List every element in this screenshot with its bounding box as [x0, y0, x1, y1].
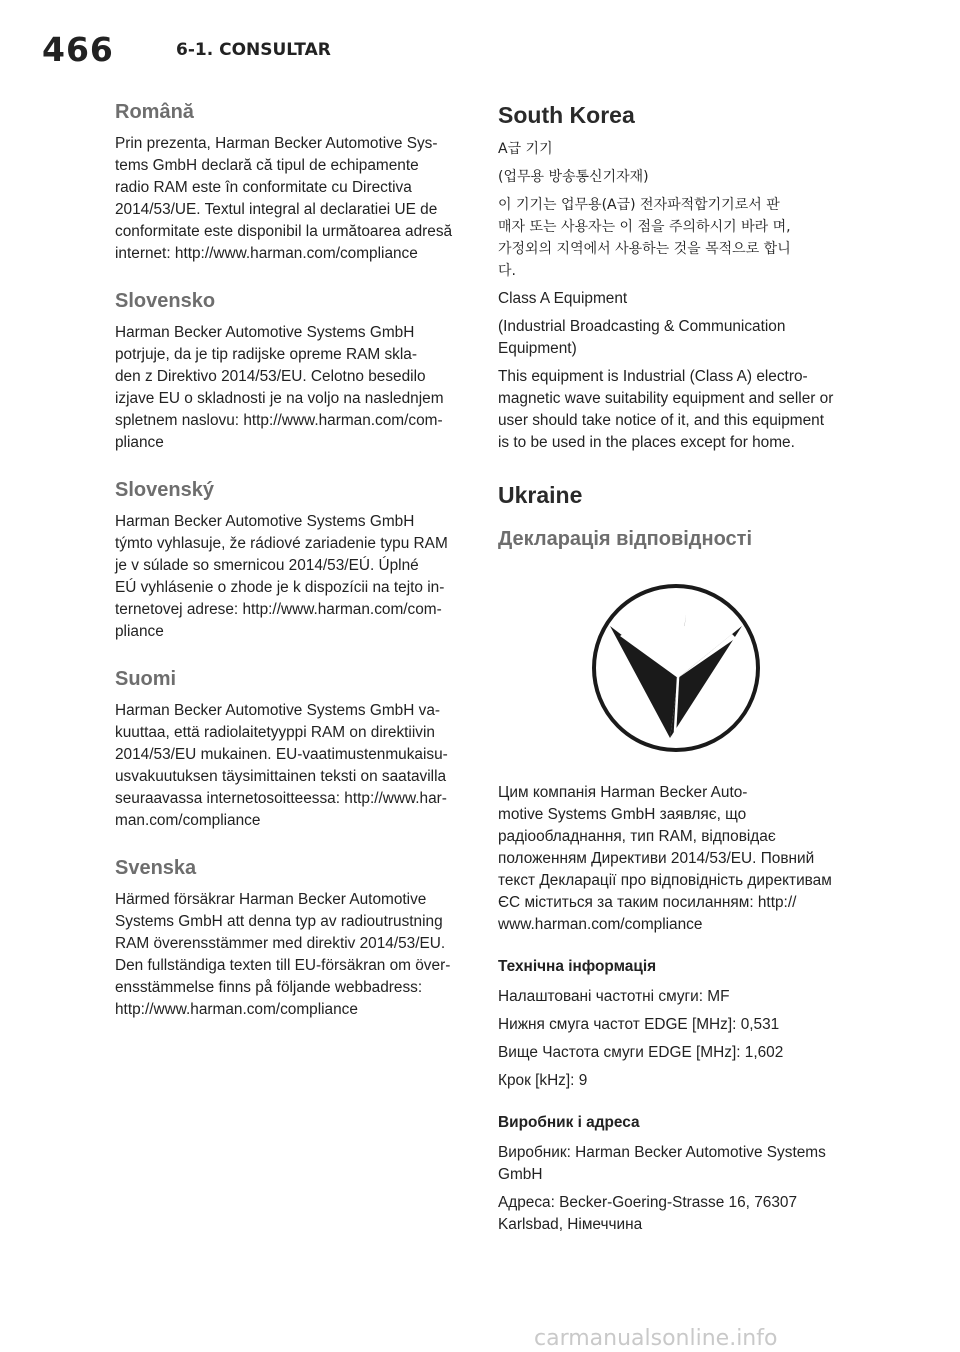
section-title: Ukraine	[498, 482, 583, 508]
section-text: Härmed försäkrar Harman Becker Automotive Systems GmbH att denna typ av radioutrustning RAM överensstämmer med direktiv 2014/53/EU. Den fullständiga texten till EU-försäkran om över- ensstämmelse finns på följande webbadress: http://www.harman.com/compliance	[115, 891, 451, 1018]
korea-class-desc: (업무용 방송통신기자재)	[498, 169, 649, 185]
section-south-korea	[498, 100, 853, 454]
section-romana	[115, 100, 467, 265]
page-header	[0, 0, 960, 80]
class-a-label: Class A Equipment	[498, 290, 628, 307]
section-subtitle: Декларація відповідності	[498, 528, 753, 550]
tech-line: Нижня смуга частот EDGE [MHz]: 0,531	[498, 1016, 780, 1033]
tech-line: Вище Частота смуги EDGE [MHz]: 1,602	[498, 1044, 784, 1061]
korea-class: A급 기기	[498, 141, 553, 157]
tech-line: Налаштовані частотні смуги: MF	[498, 988, 730, 1005]
section-slovensky	[115, 478, 467, 643]
section-title: Slovenský	[115, 479, 214, 501]
korea-notice: 이 기기는 업무용(A급) 전자파적합기기로서 판 매자 또는 사용자는 이 점을 주의하시기 바라 며, 가정외의 지역에서 사용하는 것을 목적으로 합니 다.	[498, 197, 791, 279]
page-number: 466	[42, 30, 114, 69]
tech-line: Крок [kHz]: 9	[498, 1072, 588, 1089]
section-text: Harman Becker Automotive Systems GmbH va- kuuttaa, että radiolaitetyyppi RAM on direktiivin 2014/53/EU mukainen. EU-vaatimustenmukaisu- usvakuutuksen täysimittainen teksti on saatavilla seuraavassa internetosoitteessa: http://www.har- man.com/compliance	[115, 702, 448, 829]
section-ukraine	[498, 480, 853, 1236]
section-title: Svenska	[115, 857, 197, 879]
ukrsepro-conformity-mark-icon	[590, 582, 762, 754]
section-title: South Korea	[498, 102, 635, 128]
manufacturer-title: Виробник і адреса	[498, 1114, 640, 1131]
section-slovensko	[115, 289, 467, 454]
section-title: Suomi	[115, 668, 177, 690]
section-title: Slovensko	[115, 290, 216, 312]
section-text: Harman Becker Automotive Systems GmbH týmto vyhlasuje, že rádiové zariadenie typu RAM je v súlade so smernicou 2014/53/EÚ. Úplné EÚ vyhlásenie o zhode je k dispozícii na tejto in- ternetovej adrese: http://www.harman.com/com- pliance	[115, 513, 448, 640]
address-line: Адреса: Becker-Goering-Strasse 16, 76307 Karlsbad, Німеччина	[498, 1194, 797, 1233]
section-text: Harman Becker Automotive Systems GmbH potrjuje, da je tip radijske opreme RAM skla- den z Direktivo 2014/53/EU. Celotno besedilo izjave EU o skladnosti je na voljo na naslednjem spletnem naslovu: http://www.harman.com/com- pliance	[115, 324, 444, 451]
section-svenska	[115, 856, 467, 1021]
ukraine-declaration: Цим компанія Harman Becker Auto- motive Systems GmbH заявляє, що радіообладнання, тип RAM, відповідає положенням Директиви 2014/53/EU. Повний текст Декларації про відповідність директивам ЄС міститься за таким посиланням: http:// www.harman.com/compliance	[498, 784, 832, 933]
tech-info-title: Технічна інформація	[498, 958, 657, 975]
class-a-notice: This equipment is Industrial (Class A) electro- magnetic wave suitability equipment and seller or user should take notice of it, and this equipment is to be used in the places except for home.	[498, 368, 834, 451]
watermark: carmanualsonline.info	[534, 1326, 778, 1351]
section-title: Română	[115, 101, 194, 123]
right-column	[498, 100, 853, 1242]
class-a-desc: (Industrial Broadcasting & Communication Equipment)	[498, 318, 786, 357]
section-text: Prin prezenta, Harman Becker Automotive Sys- tems GmbH declară că tipul de echipamente radio RAM este în conformitate cu Directiva 2014/53/UE. Textul integral al declaratiei UE de conformitate este disponibil la următoarea adresă internet: http://www.harman.com/compliance	[115, 135, 453, 262]
manufacturer-line: Виробник: Harman Becker Automotive Systems GmbH	[498, 1144, 826, 1183]
chapter-title: 6-1. CONSULTAR	[176, 40, 331, 60]
left-column	[115, 100, 467, 1045]
section-suomi	[115, 667, 467, 832]
